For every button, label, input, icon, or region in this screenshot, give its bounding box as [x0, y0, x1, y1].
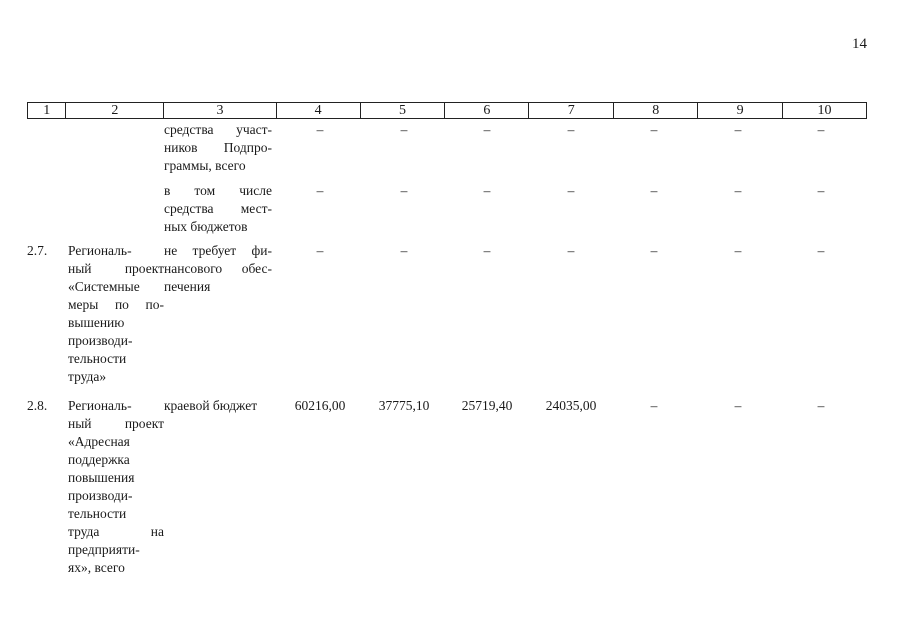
value-col-6: – — [483, 243, 491, 258]
value-col-5: – — [400, 243, 408, 258]
value-col-5: 37775,10 — [378, 398, 430, 413]
value-col-4: – — [316, 243, 324, 258]
header-col-6: 6 — [445, 103, 529, 119]
value-col-4: 60216,00 — [294, 398, 346, 413]
value-col-10: – — [817, 243, 825, 258]
header-col-2: 2 — [66, 103, 164, 119]
page-number: 14 — [852, 36, 867, 52]
value-col-7: – — [567, 122, 575, 137]
value-col-9: – — [734, 398, 742, 413]
funding-source: в том числе средства мест- ных бюджетов — [164, 183, 272, 234]
value-col-10: – — [817, 122, 825, 137]
value-col-6: – — [483, 183, 491, 198]
value-col-8: – — [650, 183, 658, 198]
value-col-4: – — [316, 183, 324, 198]
header-col-10: 10 — [783, 103, 867, 119]
value-col-9: – — [734, 183, 742, 198]
header-col-7: 7 — [529, 103, 614, 119]
value-col-5: – — [400, 122, 408, 137]
value-col-10: – — [817, 398, 825, 413]
project-name: Региональ- ный проект «Адресная поддержка повышения производи- тельности труда на предприяти- ях», всего — [68, 398, 164, 575]
value-col-6: – — [483, 122, 491, 137]
header-col-3: 3 — [164, 103, 276, 119]
header-col-1: 1 — [28, 103, 66, 119]
row-number: 2.7. — [27, 243, 48, 258]
value-col-7: – — [567, 183, 575, 198]
value-col-9: – — [734, 122, 742, 137]
value-col-8: – — [650, 243, 658, 258]
header-col-9: 9 — [698, 103, 783, 119]
header-col-5: 5 — [360, 103, 445, 119]
header-col-8: 8 — [614, 103, 698, 119]
funding-source: краевой бюджет — [164, 398, 258, 413]
value-col-10: – — [817, 183, 825, 198]
header-col-4: 4 — [276, 103, 360, 119]
value-col-4: – — [316, 122, 324, 137]
value-col-9: – — [734, 243, 742, 258]
value-col-7: 24035,00 — [545, 398, 597, 413]
project-name: Региональ- ный проект «Системные меры по по- вышению производи- тельности труда» — [68, 243, 164, 384]
value-col-5: – — [400, 183, 408, 198]
value-col-7: – — [567, 243, 575, 258]
column-header-table — [27, 102, 867, 119]
value-col-6: 25719,40 — [461, 398, 513, 413]
funding-source: средства участ- ников Подпро- граммы, всего — [164, 122, 272, 173]
value-col-8: – — [650, 122, 658, 137]
value-col-8: – — [650, 398, 658, 413]
funding-source: не требует фи- нансового обес- печения — [164, 243, 272, 294]
row-number: 2.8. — [27, 398, 48, 413]
